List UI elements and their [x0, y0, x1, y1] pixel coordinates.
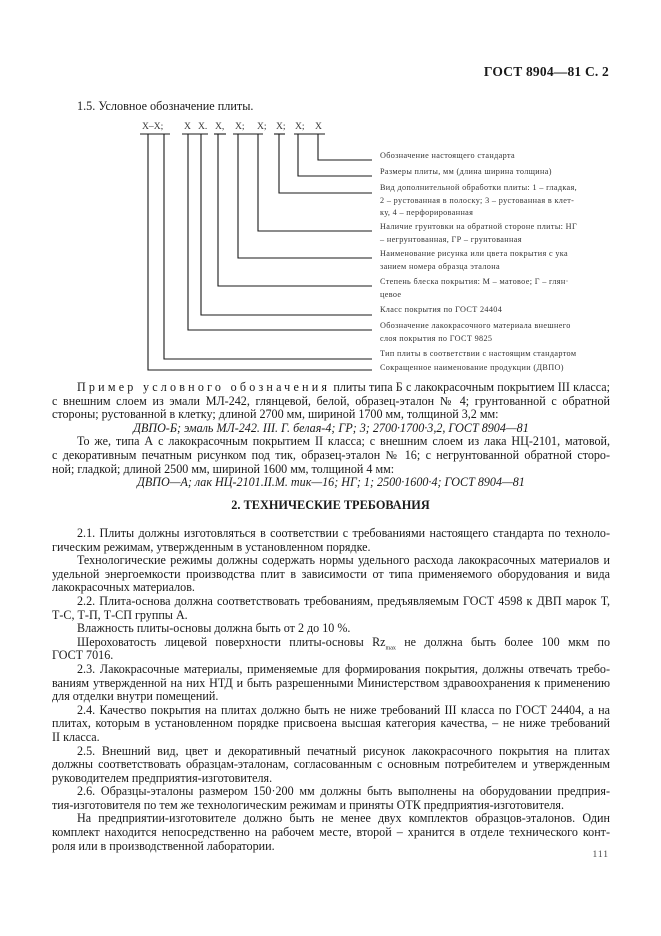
code-part: Х;: [257, 121, 267, 132]
designation-diagram: [0, 0, 661, 400]
label-line: ку, 4 – перфорированная: [380, 208, 474, 217]
example-block: [52, 381, 610, 490]
example-line: То же, типа А с лакокрасочным покрытием II класса; с внешним слоем из лака НЦ-2101, матовой,: [77, 434, 610, 449]
paragraph-line: На предприятии-изготовителе должно быть не менее двух комплектов образцов-эталонов. Один: [77, 811, 610, 826]
label-line: цевое: [380, 289, 402, 299]
section-2-body: [52, 527, 610, 853]
diagram-label-dimensions: [380, 166, 552, 179]
code-part: Х: [315, 121, 322, 132]
example-line: с декоративным печатным рисунком под тик, образец-эталон № 16; с негрунтованной обратной сторо-: [52, 447, 610, 462]
paragraph-line: комплект находится непосредственно на рабочем месте, второй – хранится в отделе технического конт-: [52, 825, 610, 840]
diagram-label-gloss: [380, 276, 569, 301]
label-line: слоя покрытия по ГОСТ 9825: [380, 333, 493, 343]
paragraph-line: 2.3. Лакокрасочные материалы, применяемые для формирования покрытия, должны отвечать требо-: [77, 661, 610, 676]
page-number: 111: [592, 850, 609, 860]
code-part: Х;: [295, 121, 305, 132]
paragraph-line: [52, 636, 610, 650]
paragraph-line: 2.5. Внешний вид, цвет и декоративный печатный рисунок лакокрасочного покрытия на плитах: [77, 743, 610, 758]
paragraph-line: Влажность плиты-основы должна быть от 2 до 10 %.: [77, 621, 351, 636]
paragraph-line: тия-изготовителя по тем же технологическим режимам и приняты ОТК предприятия-изготовителя.: [52, 797, 565, 812]
paragraph-line: Технологические режимы должны содержать нормы удельного расхода лакокрасочных материалов и: [77, 553, 610, 568]
example-text: плиты типа Б с лакокрасочным покрытием III класса;: [330, 380, 610, 394]
code-part: Х;: [276, 121, 286, 132]
paragraph-line: для отделки внутри помещений.: [52, 689, 219, 704]
example-code-1: ДВПО-Б; эмаль МЛ-242. III. Г. белая-4; ГР; 3; 2700·1700·3,2, ГОСТ 8904—81: [133, 420, 529, 435]
label-line: Степень блеска покрытия: М – матовое; Г – глян·: [380, 277, 569, 286]
document-header: ГОСТ 8904—81 С. 2: [483, 64, 609, 79]
paragraph-line: 2.6. Образцы-эталоны размером 150·200 мм должны быть выполнены на оборудовании предприя-: [77, 784, 610, 799]
label-line: Наименование рисунка или цвета покрытия с ука: [380, 249, 568, 258]
diagram-label-class: [380, 304, 502, 317]
line-text: Шероховатость лицевой поверхности плиты-основы Rz: [77, 634, 386, 649]
code-part: Х.: [198, 121, 208, 132]
paragraph-line: руководителем предприятия-изготовителя.: [52, 770, 273, 785]
diagram-label-processing: [380, 182, 577, 220]
example-lead: Пример условного обозначения: [77, 380, 331, 394]
label-line: – негрунтованная, ГР – грунтованная: [380, 234, 522, 244]
code-part: Х–Х;: [142, 121, 164, 132]
label-line: 2 – рустованная в полоску; 3 – рустованная в клет-: [380, 195, 575, 205]
section-2-title: 2. ТЕХНИЧЕСКИЕ ТРЕБОВАНИЯ: [231, 498, 430, 512]
label-line: занием номера образца эталона: [380, 261, 500, 271]
paragraph-line: Т-С, Т-П, Т-СП группы А.: [52, 607, 188, 622]
paragraph-line: гическим режимам, утвержденным в установленном порядке.: [52, 539, 371, 554]
example-line: [52, 381, 610, 395]
label-line: Тип плиты в соответствии с настоящим стандартом: [380, 349, 577, 358]
paragraph-line: ГОСТ 7016.: [52, 648, 114, 663]
example-line: ной; гладкой; длиной 2500 мм, шириной 1600 мм, толщиной 4 мм:: [52, 461, 395, 476]
paragraph-line: лакокрасочных материалов.: [52, 580, 195, 595]
label-line: Вид дополнительной обработки плиты: 1 – гладкая,: [380, 183, 578, 192]
label-line: Класс покрытия по ГОСТ 24404: [380, 305, 503, 314]
label-line: Размеры плиты, мм (длина ширина толщина): [380, 167, 552, 176]
code-part: Х,: [215, 121, 225, 132]
example-line: с внешним слоем из эмали МЛ-242, глянцевой, белой, образец-эталон № 4; грунтованной с обратной: [52, 393, 610, 408]
paragraph-line: плитах, которым в установленном порядке присвоена высшая категория качества, – не ниже требований: [52, 716, 610, 731]
paragraph-line: 2.4. Качество покрытия на плитах должно быть не ниже требований III класса по ГОСТ 24404, а на: [77, 702, 610, 717]
label-line: Обозначение лакокрасочного материала внешнего: [380, 321, 571, 330]
code-part: Х;: [235, 121, 245, 132]
section-1-5-heading: 1.5. Условное обозначение плиты.: [77, 99, 254, 113]
diagram-label-material: [380, 320, 571, 345]
example-code-2: ДВПО—А; лак НЦ-2101.II.М. тик—16; НГ; 1; 2500·1600·4; ГОСТ 8904—81: [137, 475, 525, 490]
diagram-label-primer: [380, 221, 577, 246]
label-line: Наличие грунтовки на обратной стороне плиты: НГ: [380, 222, 578, 231]
code-part: Х: [184, 121, 191, 132]
label-line: Сокращенное наименование продукции (ДВПО): [380, 363, 564, 372]
diagram-label-standard: [380, 150, 515, 163]
label-line: Обозначение настоящего стандарта: [380, 151, 515, 160]
paragraph-line: II класса.: [52, 729, 100, 744]
rz-subscript: max: [385, 645, 396, 652]
paragraph-line: удельной энергоемкости производства плит в зависимости от типа применяемого оборудования и вида: [52, 566, 610, 581]
line-text: не должна быть более 100 мкм по: [395, 634, 610, 649]
paragraph-line: 2.2. Плита-основа должна соответствовать требованиям, предъявляемым ГОСТ 4598 к ДВП марок Т,: [77, 593, 610, 608]
paragraph-line: ваниям утвержденной на них НТД и быть разрешенными Министерством здравоохранения к применению: [52, 675, 610, 690]
diagram-label-product: [380, 362, 564, 375]
diagram-label-pattern: [380, 248, 568, 273]
paragraph-line: должны соответствовать образцам-эталонам, согласованным с основным потребителем и утвержденным: [52, 757, 610, 772]
paragraph-line: роля или в производственной лаборатории.: [52, 838, 275, 853]
diagram-label-type: [380, 348, 576, 361]
paragraph-line: 2.1. Плиты должны изготовляться в соответствии с требованиями настоящего стандарта по техноло-: [77, 526, 610, 540]
example-line: стороны; рустованной в клетку; длиной 2700 мм, шириной 1700 мм, толщиной 3,2 мм:: [52, 407, 499, 422]
